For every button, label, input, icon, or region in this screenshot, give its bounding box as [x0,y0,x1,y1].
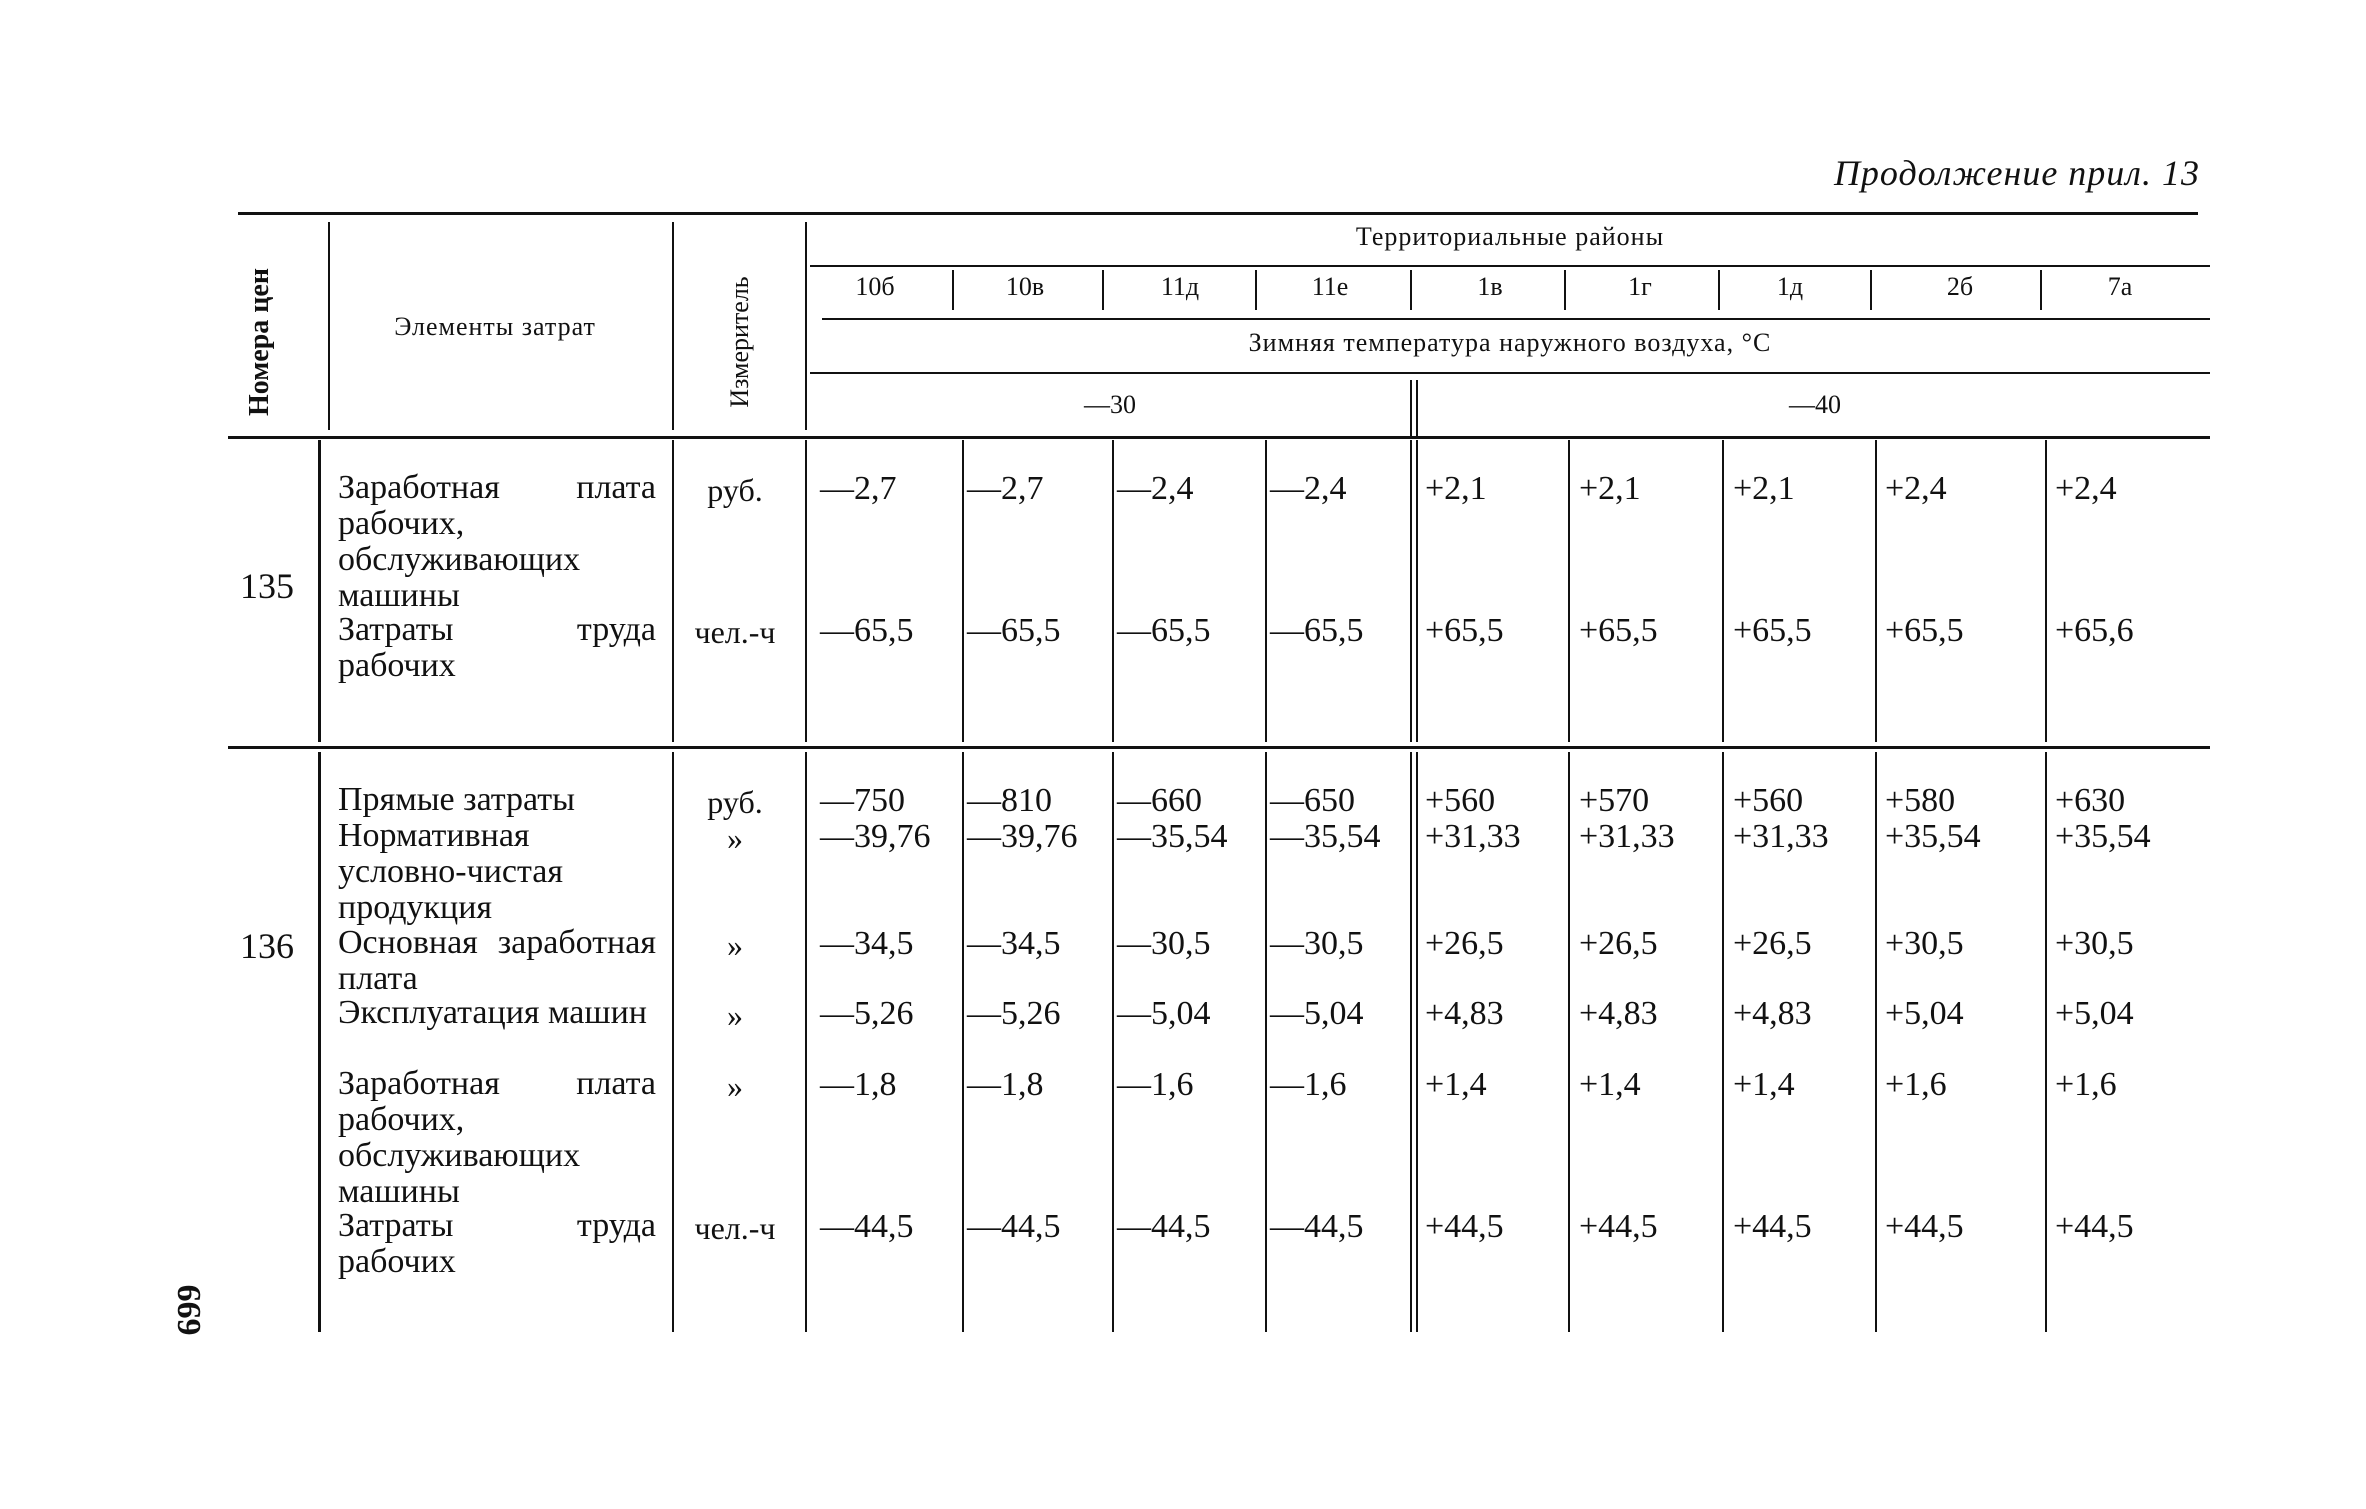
rule-line [1112,440,1114,742]
value-cell: —5,26 [820,995,914,1032]
value-cell: —30,5 [1117,925,1211,962]
value-cell: —65,5 [1270,612,1364,649]
page-number: 699 [171,1284,208,1336]
value-cell: +31,33 [1733,818,1829,855]
value-cell: +65,5 [1733,612,1812,649]
value-cell: —44,5 [1117,1208,1211,1245]
value-cell: +30,5 [1885,925,1964,962]
value-cell: —44,5 [1270,1208,1364,1245]
value-cell: +630 [2055,782,2126,819]
value-cell: +5,04 [2055,995,2134,1032]
value-cell: —1,8 [820,1066,897,1103]
value-cell: +570 [1579,782,1650,819]
value-cell: —2,7 [967,470,1044,507]
rule-line [1722,440,1724,742]
region-label: 7а [2107,272,2133,301]
value-cell: —39,76 [967,818,1078,855]
value-cell: —39,76 [820,818,931,855]
region-divider [1410,270,1412,310]
value-cell: —35,54 [1270,818,1381,855]
region-label: 2б [1946,272,1974,301]
unit-cell: чел.-ч [694,614,776,650]
cost-element: Основная заработная плата [338,924,656,997]
value-cell: +2,1 [1579,470,1641,507]
value-cell: +26,5 [1579,925,1658,962]
rule-line [962,752,964,1332]
region-divider [1718,270,1720,310]
value-cell: —5,04 [1117,995,1211,1032]
header-temp-group-40: —40 [1789,390,1841,419]
value-cell: +31,33 [1579,818,1675,855]
rule-line [1722,752,1724,1332]
rule-line [228,746,2210,749]
value-cell: —5,26 [967,995,1061,1032]
value-cell: +44,5 [1425,1208,1504,1245]
value-cell: +44,5 [1579,1208,1658,1245]
value-cell: +560 [1733,782,1804,819]
rule-line [805,222,807,430]
unit-cell: » [727,820,743,856]
value-cell: +2,4 [1885,470,1947,507]
region-label: 10б [855,272,895,301]
value-cell: +4,83 [1733,995,1812,1032]
value-cell: —2,4 [1117,470,1194,507]
cost-element: Затраты труда рабочих [338,611,656,684]
value-cell: +26,5 [1425,925,1504,962]
region-label: 11д [1160,272,1200,301]
region-label: 1г [1628,272,1652,301]
region-divider [1870,270,1872,310]
rule-line [1568,752,1570,1332]
rule-line [1416,440,1418,742]
region-divider [1564,270,1566,310]
value-cell: —1,6 [1270,1066,1347,1103]
rule-line [1875,752,1877,1332]
value-cell: —65,5 [1117,612,1211,649]
continuation-title: Продолжение прил. 13 [1833,153,2200,193]
unit-cell: руб. [707,472,763,508]
rule-line [1265,752,1267,1332]
rule-line [1410,752,1412,1332]
price-number: 136 [240,926,294,966]
rule-line [1112,752,1114,1332]
value-cell: —2,4 [1270,470,1347,507]
rule-line [318,440,321,742]
value-cell: +26,5 [1733,925,1812,962]
value-cell: —2,7 [820,470,897,507]
value-cell: +4,83 [1425,995,1504,1032]
value-cell: +4,83 [1579,995,1658,1032]
value-cell: —1,8 [967,1066,1044,1103]
region-label: 10в [1005,272,1045,301]
value-cell: +35,54 [1885,818,1981,855]
header-temp-title: Зимняя температура наружного воздуха, °С [1248,328,1772,357]
cost-element: Прямые затраты [338,781,575,818]
value-cell: —750 [820,782,905,819]
value-cell: +2,1 [1733,470,1795,507]
value-cell: +30,5 [2055,925,2134,962]
rule-line [1416,752,1418,1332]
rule-line [810,372,2210,374]
region-divider [1102,270,1104,310]
header-numbers: Номера цен [244,268,275,417]
value-cell: +1,6 [1885,1066,1947,1103]
price-number: 135 [240,566,294,606]
rule-line [822,318,2210,320]
rule-line [1416,380,1418,436]
value-cell: —65,5 [820,612,914,649]
value-cell: —660 [1117,782,1202,819]
value-cell: —44,5 [967,1208,1061,1245]
value-cell: +2,1 [1425,470,1487,507]
value-cell: +1,4 [1733,1066,1795,1103]
rule-line [1410,440,1412,742]
value-cell: —650 [1270,782,1355,819]
value-cell: +1,4 [1425,1066,1487,1103]
value-cell: —1,6 [1117,1066,1194,1103]
value-cell: +44,5 [2055,1208,2134,1245]
cost-element: Затраты труда рабочих [338,1207,656,1280]
rule-line [1875,440,1877,742]
header-temp-group-30: —30 [1084,390,1136,419]
unit-cell: » [727,1068,743,1104]
value-cell: +31,33 [1425,818,1521,855]
cost-element: Эксплуатация машин [338,994,647,1031]
rule-line [238,212,2198,215]
rule-line [805,752,807,1332]
value-cell: —35,54 [1117,818,1228,855]
value-cell: —44,5 [820,1208,914,1245]
value-cell: +560 [1425,782,1496,819]
value-cell: —5,04 [1270,995,1364,1032]
value-cell: +65,5 [1425,612,1504,649]
value-cell: +1,4 [1579,1066,1641,1103]
rule-line [1265,440,1267,742]
value-cell: +580 [1885,782,1956,819]
value-cell: +65,5 [1885,612,1964,649]
rule-line [318,752,321,1332]
rule-line [228,436,2210,439]
header-elements: Элементы затрат [394,312,596,341]
rule-line [1568,440,1570,742]
unit-cell: » [727,927,743,963]
value-cell: +1,6 [2055,1066,2117,1103]
rule-line [810,265,2210,267]
cost-element: Заработная плата рабочих, обслуживающих машины [338,469,656,614]
value-cell: +35,54 [2055,818,2151,855]
rule-line [962,440,964,742]
value-cell: —810 [967,782,1052,819]
region-label: 1д [1776,272,1804,301]
value-cell: —34,5 [967,925,1061,962]
value-cell: —65,5 [967,612,1061,649]
region-divider [1255,270,1257,310]
rule-line [672,222,674,430]
rule-line [1410,380,1412,436]
value-cell: +65,6 [2055,612,2134,649]
unit-cell: руб. [707,784,763,820]
value-cell: +2,4 [2055,470,2117,507]
unit-cell: чел.-ч [694,1210,776,1246]
value-cell: +44,5 [1733,1208,1812,1245]
rule-line [805,440,807,742]
value-cell: —30,5 [1270,925,1364,962]
rule-line [2045,752,2047,1332]
value-cell: —34,5 [820,925,914,962]
rule-line [2045,440,2047,742]
cost-element: Нормативная условно-чистая продукция [338,817,564,926]
unit-cell: » [727,997,743,1033]
cost-element: Заработная плата рабочих, обслуживающих машины [338,1065,656,1210]
region-divider [2040,270,2042,310]
region-label: 11е [1311,272,1349,301]
region-divider [952,270,954,310]
header-unit: Измеритель [725,276,754,408]
value-cell: +5,04 [1885,995,1964,1032]
value-cell: +65,5 [1579,612,1658,649]
region-label: 1в [1477,272,1503,301]
header-regions-title: Территориальные районы [1355,222,1665,251]
value-cell: +44,5 [1885,1208,1964,1245]
